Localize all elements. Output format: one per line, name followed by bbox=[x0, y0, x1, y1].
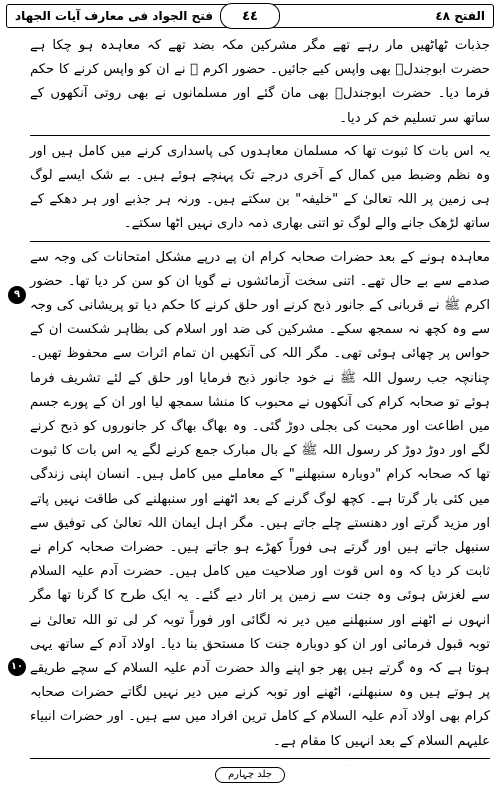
paragraph-2 bbox=[30, 140, 490, 237]
page-number: ٤٤ bbox=[220, 3, 280, 29]
divider bbox=[30, 758, 490, 759]
paragraph-marker-9: ٩ bbox=[8, 286, 26, 304]
paragraph-marker-10: ١٠ bbox=[8, 658, 26, 676]
paragraph-text: جذبات ٹھاٹھیں مار رہے تھے مگر مشرکین مکہ بضد تھے کہ معاہدہ ہو چکا ہے حضرت ابوجندلؓ بھی واپس کیے جائیں۔ حضور اکرم ﷺ نے ان کو واپس کرنے کا حکم فرما دیا۔ حضرت ابوجندلؓ بھی مان گئے اور مسلمانوں نے بھی روتی آنکھوں کے ساتھ سر تسلیم خم کر دیا۔ bbox=[30, 38, 490, 126]
volume-label: جلد چہارم bbox=[215, 767, 285, 783]
divider bbox=[30, 241, 490, 242]
page-content bbox=[6, 28, 494, 766]
page-footer bbox=[0, 762, 500, 783]
chapter-title: الفتح ٤٨ bbox=[435, 9, 485, 23]
paragraph-3 bbox=[30, 246, 490, 754]
book-title: فتح الجواد فی معارف آیات الجهاد bbox=[15, 9, 213, 23]
page-header bbox=[6, 4, 494, 28]
divider bbox=[30, 135, 490, 136]
paragraph-text: معاہدہ ہونے کے بعد حضرات صحابہ کرام ان پے درپے مشکل امتحانات کی وجہ سے صدمے سے بے حال تھے۔ اتنی سخت آزمائشوں نے گویا ان کو سن کر دیا تھا۔ حضور اکرم ﷺ نے قربانی کے جانور ذبح کرنے اور حلق کرنے کا حکم دیا تو پریشانی کی وجہ سے وہ کچھ نہ سمجھ سکے۔ مشرکین کی ضد اور اسلام کی بظاہر شکست ان کے حواس پر چھائی ہوئی تھی۔ مگر اللہ کی آنکھیں ان تمام اثرات سے محفوظ تھیں۔ چنانچہ جب رسول اللہ ﷺ نے خود جانور ذبح فرمایا اور حلق کے لئے تشریف فرما ہوئے تو صحابہ کرام کی آنکھوں نے محبوب کا منشا سمجھ لیا اور ان کے پورے جسم میں اطاعت اور محبت کی بجلی دوڑ گئی۔ وہ بھاگ بھاگ کر جانوروں کو ذبح کرنے لگے اور دوڑ دوڑ کر رسول اللہ ﷺ کے بال مبارک جمع کرنے لگے یہ اس بات کا ثبوت تھا کہ صحابہ کرام "دوبارہ سنبھلنے" کے معاملے میں کامل ہیں۔ انسان اپنی زندگی میں کئی بار گرتا ہے۔ کچھ لوگ گرنے کے بعد اٹھنے اور سنبھلنے کی طاقت نہیں پاتے اور مزید گرتے اور دھنستے چلے جاتے ہیں۔ مگر اہل ایمان اللہ تعالیٰ کی توفیق سے سنبھل جاتے ہیں اور گرتے ہی فوراً کھڑے ہو جاتے ہیں۔ حضرات صحابہ کرام نے ثابت کر دیا کہ وہ اس قوت اور صلاحیت میں کامل ہیں۔ حضرت آدم علیہ السلام سے لغزش ہوئی وہ جنت سے زمین پر اتار دیے گئے۔ یہ ایک طرح کا گرنا تھا مگر انہوں نے اٹھنے اور سنبھلنے میں دیر نہ لگائی اور فوراً توبہ کر لی تو اللہ تعالیٰ نے توبہ قبول فرمائی اور ان کو دوبارہ جنت کا مستحق بنا دیا۔ اولاد آدم کے ساتھ یہی ہوتا ہے کہ وہ گرتے ہیں پھر جو اپنے والد حضرت آدم علیہ السلام کے سچے طریقے پر ہوتے ہیں وہ سنبھلنے، اٹھنے اور توبہ کرنے میں دیر نہیں لگاتے حضرات صحابہ کرام بھی اولاد آدم علیہ السلام کے کامل ترین افراد میں سے ہیں۔ اور حضرات انبیاء علیہم السلام کے بعد انہیں کا مقام ہے۔ bbox=[30, 249, 490, 749]
paragraph-1 bbox=[30, 34, 490, 131]
paragraph-text: یہ اس بات کا ثبوت تھا کہ مسلمان معاہدوں کی پاسداری کرنے میں کامل ہیں اور وہ نظم وضبط میں کمال کے آخری درجے تک پہنچے ہوئے ہیں۔ بے شک ایسے لوگ ہی زمین پر اللہ تعالیٰ کے "خلیفہ" بن سکتے ہیں۔ ورنہ ہر جذبے اور ہر دھکے کے ساتھ لڑھک جانے والے لوگ تو اتنی بھاری ذمہ داری نہیں اٹھا سکتے۔ bbox=[30, 143, 490, 232]
